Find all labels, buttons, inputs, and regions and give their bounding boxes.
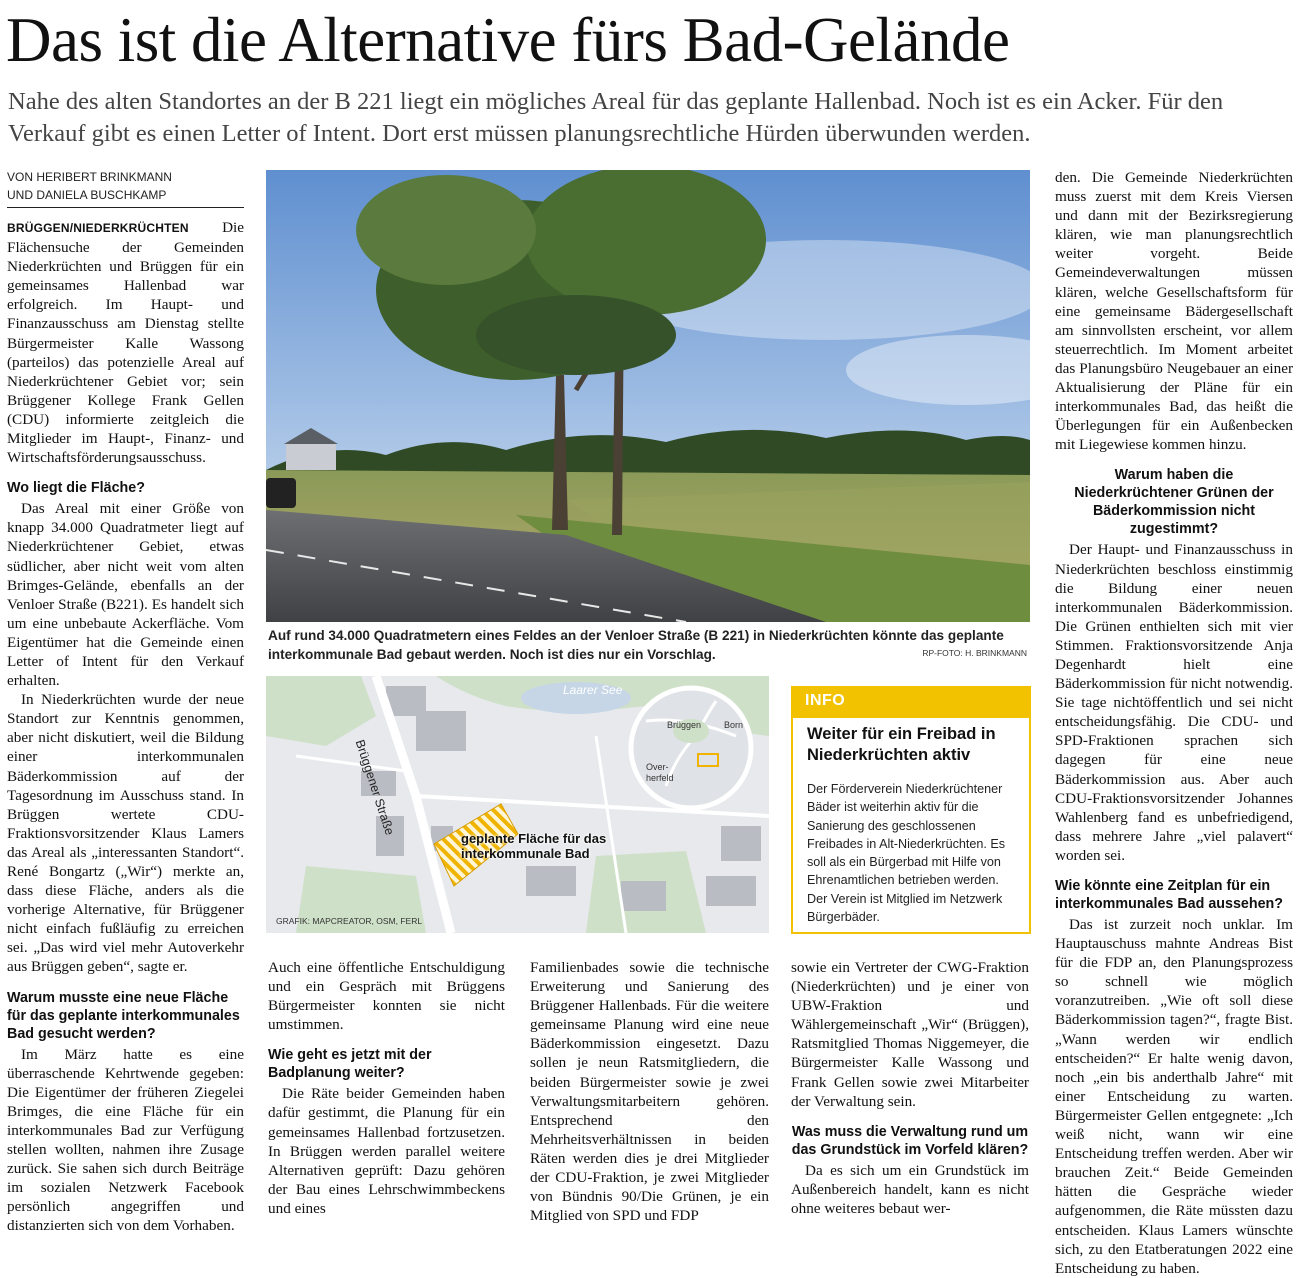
question-heading: Was muss die Verwaltung rund um das Grundstück im Vorfeld klären? — [791, 1123, 1029, 1158]
column-2 — [268, 958, 505, 1218]
field-with-trees-image — [266, 170, 1030, 622]
question-heading: Wo liegt die Fläche? — [7, 480, 145, 497]
planned-area-label-line-1: geplante Fläche für das — [461, 831, 607, 846]
byline-rule — [7, 207, 244, 208]
column-5 — [1055, 168, 1293, 1278]
byline — [7, 168, 244, 204]
column-3 — [530, 958, 769, 1225]
question-heading: Wie könnte eine Zeitplan für ein interkommunales Bad aussehen? — [1055, 878, 1284, 912]
inset-label-born: Born — [724, 720, 744, 730]
paragraph: Im März hatte es eine überraschende Kehrtwende gegeben: Die Eigentümer der früheren Ziegelei Brimges, die eine Fläche für ein interkommunales Bad zur Verfügung stellen wollten, nahmen ihre Zusage zurück. Sie sahen sich durch Beiträge im sozialen Netzwerk Facebook persönlich angegriffen und distanzierten sich von dem Vorhaben. — [7, 1045, 244, 1235]
dateline: BRÜGGEN/NIEDERKRÜCHTEN — [7, 221, 189, 235]
article-photo — [266, 170, 1030, 622]
paragraph: sowie ein Vertreter der CWG-Fraktion (Niederkrüchten) und je einer von UBW-Fraktion und Wählergemeinschaft „Wir“ (Brüggen), Ratsmitglied Thomas Niggemeyer, die Bürgermeister Kalle Wassong und Frank Gellen sowie zwei Mitarbeiter der Verwaltung sein. — [791, 959, 1029, 1110]
paragraph: Da es sich um ein Grundstück im Außenbereich handelt, kann es nicht ohne weiteres bebaut wer- — [791, 1161, 1029, 1217]
paragraph: Das ist zurzeit noch unklar. Im Hauptauschuss mahnte Andreas Bist für die FDP an, den Planungsprozess so schnell wie möglich voranzutreiben. „Wie oft soll diese Bäderkommission tagen?“, fragte Bist. „Wann werden wir endlich entscheiden?“ Er halte wenig davon, noch „ein bis anderthalb Jahre“ mit einer Entscheidung zu warten. Bürgermeister Gellen entgegnete: „Ich weiß nicht, wann wir eine Entscheidung treffen werden. Aber wir brauchen Zeit.“ Beide Gemeinden hätten die Gespräche wieder aufgenommen, die Räte müssten dazu entscheiden. Klaus Lamers wünschte sich, zu den Etatberatungen 2022 eine Entscheidung zu haben. — [1055, 916, 1293, 1277]
info-tag-label: INFO — [805, 692, 846, 709]
question-heading: Warum musste eine neue Fläche für das geplante interkommunales Bad gesucht werden? — [7, 989, 240, 1042]
paragraph: Die Räte beider Gemeinden haben dafür gestimmt, die Planung für ein gemeinsames Hallenbad fortzusetzen. In Brüggen werden parallel weitere Alternativen geprüft: Dazu gehören der Bau eines Lehrschwimmbeckens und eines — [268, 1085, 505, 1217]
photo-credit: RP-FOTO: H. BRINKMANN — [922, 648, 1027, 658]
byline-author-1: VON HERIBERT BRINKMANN — [7, 170, 172, 184]
inset-label-line-1: Over- — [646, 762, 669, 772]
paragraph: den. Die Gemeinde Niederkrüchten muss zuerst mit dem Kreis Viersen und dann mit der Bezirksregierung klären, wie man planungsrechtlich weiter vorgeht. Beide Gemeindeverwaltungen müssen klären, welche Gesellschaftsform für eine gemeinsame Bädergesellschaft am sinnvollsten erscheint, vor allem steuerrechtlich. Im Moment arbeitet das Planungsbüro Neugebauer an einer Aktualisierung der Pläne für ein interkommunales Bad, das heißt die Überlegungen für ein Außenbecken mit Liegewiese kommen hinzu. — [1055, 169, 1293, 454]
question-heading: Wie geht es jetzt mit der Badplanung weiter? — [268, 1047, 432, 1082]
inset-label-brueggen: Brüggen — [667, 720, 702, 730]
paragraph: Auch eine öffentliche Entschuldigung und ein Gespräch mit Brüggens Bürgermeister konnten sie nicht umstimmen. — [268, 959, 505, 1034]
question-heading: Warum haben die Niederkrüchtener Grünen der Bäderkommission nicht zugestimmt? — [1074, 467, 1274, 538]
planned-area-label — [461, 831, 606, 861]
street-label: Brüggener Straße — [352, 738, 397, 837]
lake-label: Laarer See — [563, 683, 623, 697]
location-map — [266, 676, 769, 933]
info-box — [791, 686, 1031, 934]
lead-text: Die Flächensuche der Gemeinden Niederkrüchten und Brüggen für ein gemeinsames Hallenbad war erfolgreich. Im Haupt- und Finanzausschuss am Dienstag stellte Bürgermeister Kalle Wassong (parteilos) das potenzielle Areal auf Niederkrüchtener Gebiet vor; sein Brüggener Kollege Frank Gellen (CDU) informierte zeitgleich die Mitglieder im Haupt-, Finanz- und Wirtschaftsförderungsausschuss. — [7, 219, 244, 467]
paragraph: Der Haupt- und Finanzausschuss in Niederkrüchten beschloss einstimmig die Bildung einer neuen interkommunalen Bäderkommission. Die Grünen enthielten sich mit vier Stimmen. Fraktionsvorsitzende Anja Degenhardt hielt eine Bäderkommission für nicht notwendig. Sie tage nichtöffentlich und sei nicht entscheidungsfähig. Die CDU- und SPD-Fraktionen sprachen sich dagegen für eine neue Bäderkommission aus. Aber auch CDU-Fraktionsvorsitzender Johannes Wahlenberg fand es unbefriedigend, dass mehrere Jahre „viel palavert“ worden sei. — [1055, 541, 1293, 864]
planned-area-label-line-2: interkommunale Bad — [461, 846, 590, 861]
info-tag — [793, 688, 1029, 718]
inset-label-line-2: herfeld — [646, 773, 674, 783]
headline: Das ist die Alternative fürs Bad-Gelände — [6, 5, 1010, 75]
photo-caption: Auf rund 34.000 Quadratmetern eines Feldes an der Venloer Straße (B 221) in Niederkrüchten könnte das geplante interkommunale Bad gebaut werden. Noch ist dies nur ein Vorschlag. — [268, 628, 1004, 662]
lead-paragraph — [7, 218, 244, 467]
column-4 — [791, 958, 1029, 1218]
info-title: Weiter für ein Freibad in Niederkrüchten aktiv — [807, 725, 996, 764]
map-credit: GRAFIK: MAPCREATOR, OSM, FERL — [276, 916, 423, 926]
paragraph: Familienbades sowie die technische Erweiterung und Sanierung des Brüggener Hallenbads. Für die weitere gemeinsame Planung wird eine neue Bäderkommission eingesetzt. Dazu sollen je neun Ratsmitgliedern, die beiden Bürgermeister sowie je zwei Verwaltungsmitarbeitern gehören. Entsprechend den Mehrheitsverhältnissen in beiden Räten werden dies je drei Mitglieder der CDU-Fraktion, je zwei Mitglieder von Bündnis 90/Die Grünen, je ein Mitglied von SPD und FDP — [530, 959, 769, 1225]
paragraph: Das Areal mit einer Größe von knapp 34.000 Quadratmeter liegt auf Niederkrüchtener Gebiet, etwas südlicher, aber nicht weit vom alten Brimges-Gelände, ebenfalls an der Venloer Straße (B221). Es handelt sich um eine unbebaute Ackerfläche. Vom Eigentümer hat die Gemeinde einen Letter of Intent für den Verkauf erhalten. — [7, 500, 244, 690]
inset-label-overhetfeld — [646, 762, 674, 784]
byline-author-2: UND DANIELA BUSCHKAMP — [7, 188, 167, 202]
column-1 — [7, 168, 244, 1236]
info-body: Der Förderverein Niederkrüchtener Bäder ist weiterhin aktiv für die Sanierung des geschlossenen Freibades in Alt-Niederkrüchten. Es soll als ein Bürgerbad mit Hilfe von Ehrenamtlichen betrieben werden. Der Verein ist Mitglied im Netzwerk Bürgerbäder. — [807, 782, 1006, 925]
subheadline: Nahe des alten Standortes an der B 221 liegt ein mögliches Areal für das geplante Hallenbad. Noch ist es ein Acker. Für den Verkauf gibt es einen Letter of Intent. Dort erst müssen planungsrechtliche Hürden überwunden werden. — [8, 88, 1224, 147]
map-graphic — [266, 676, 769, 933]
paragraph: In Niederkrüchten wurde der neue Standort zur Kenntnis genommen, aber nicht diskutiert, weil die Bildung einer interkommunalen Bäderkommission auf der Tagesordnung im Ausschuss stand. In Brüggen wertete CDU-Fraktionsvorsitzender Klaus Lamers das Areal als „interessanten Standort“. René Bongartz („Wir“) merkte an, dass diese Fläche, anders als die vorherige Alternative, für Brüggener nicht einfach fußläufig zu erreichen sei. „Das wird viel mehr Autoverkehr aus Brüggen geben“, sagte er. — [7, 691, 244, 976]
